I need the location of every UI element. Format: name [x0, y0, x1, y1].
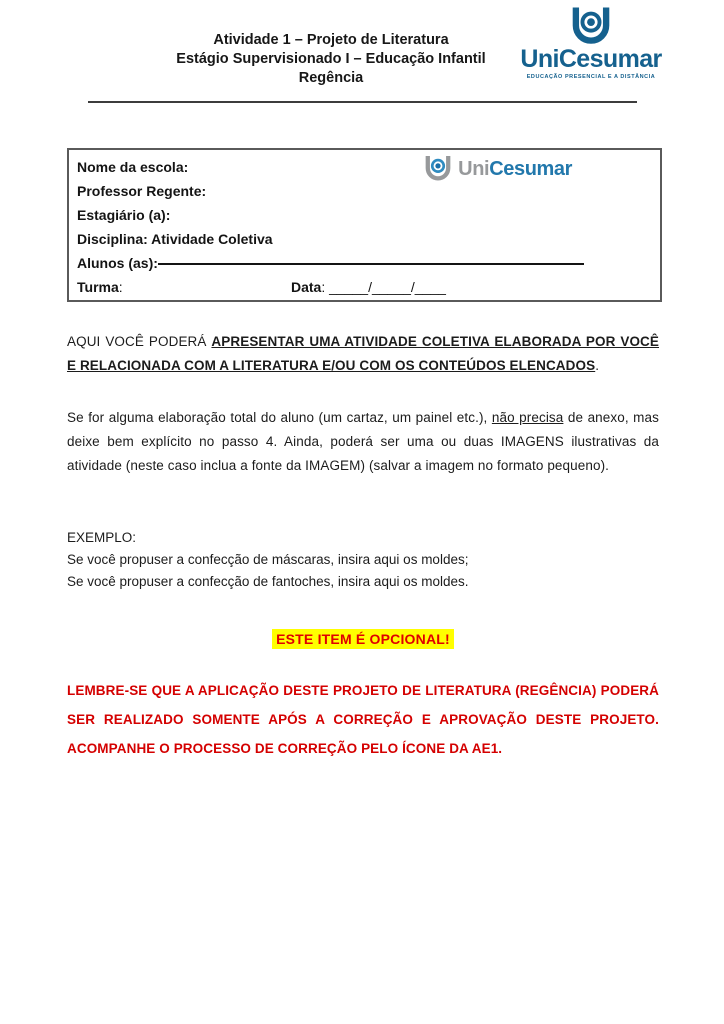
field-school-label: Nome da escola: [77, 159, 189, 175]
field-class-and-date [77, 275, 652, 299]
reminder-paragraph: LEMBRE-SE QUE A APLICAÇÃO DESTE PROJETO DE LITERATURA (REGÊNCIA) PODERÁ SER REALIZADO SOMENTE APÓS A CORREÇÃO E APROVAÇÃO DESTE PROJETO. ACOMPANHE O PROCESSO DE CORREÇÃO PELO ÍCONE DA AE1. [67, 683, 659, 756]
logo-wordmark-small: UniCesumar [458, 157, 572, 180]
students-blank-line [158, 263, 584, 265]
guidance-part1: Se for alguma elaboração total do aluno (um cartaz, um painel etc.), [67, 410, 492, 425]
field-discipline-label: Disciplina: Atividade Coletiva [77, 231, 273, 247]
field-students-label: Alunos (as): [77, 255, 158, 271]
example-block [67, 527, 659, 593]
header-title-line3: Regência [298, 70, 364, 86]
guidance-underlined: não precisa [491, 410, 564, 425]
unicesumar-logo-small [423, 155, 572, 182]
intro-emphasis: APRESENTAR UMA ATIVIDADE COLETIVA ELABORADA POR VOCÊ E RELACIONADA COM A LITERATURA E/OU COM OS CONTEÚDOS ELENCADOS [67, 334, 660, 373]
intro-tail: . [595, 358, 600, 373]
guidance-part2: de anexo, mas deixe bem explícito no passo 4. Ainda, poderá ser uma ou duas IMAGENS ilustrativas da atividade (neste caso inclua a fonte da IMAGEM) (salvar a imagem no formato pequeno). [67, 410, 659, 473]
unicesumar-u-icon-small [423, 155, 453, 182]
school-info-box [67, 148, 662, 302]
guidance-paragraph [67, 406, 659, 478]
header-title-line1: Atividade 1 – Projeto de Literatura [213, 32, 449, 48]
date-blank-line: : _____/_____/____ [321, 279, 446, 295]
unicesumar-logo [516, 6, 666, 81]
field-teacher-label: Professor Regente: [77, 183, 207, 199]
logo-wordmark: UniCesumar [520, 45, 662, 73]
field-class-label: Turma: [77, 279, 123, 295]
intro-lead: AQUI VOCÊ PODERÁ [67, 334, 212, 349]
example-line1: Se você propuser a confecção de máscaras, insira aqui os moldes; [67, 552, 469, 567]
header-title-line2: Estágio Supervisionado I – Educação Infantil [176, 51, 486, 67]
field-intern-label: Estagiário (a): [77, 207, 171, 223]
field-intern [77, 203, 652, 227]
field-date-label: Data: _____/_____/____ [291, 279, 446, 295]
example-line2: Se você propuser a confecção de fantoches, insira aqui os moldes. [67, 574, 469, 589]
field-discipline [77, 227, 652, 251]
unicesumar-u-icon [569, 6, 613, 46]
intro-paragraph [67, 330, 659, 378]
logo-tagline: EDUCAÇÃO PRESENCIAL E A DISTÂNCIA [526, 74, 656, 80]
field-students [77, 251, 652, 275]
field-teacher [77, 179, 652, 203]
example-title: EXEMPLO: [67, 530, 137, 545]
header-divider [88, 101, 637, 103]
optional-notice: ESTE ITEM É OPCIONAL! [272, 629, 454, 649]
optional-notice-row [67, 629, 659, 649]
